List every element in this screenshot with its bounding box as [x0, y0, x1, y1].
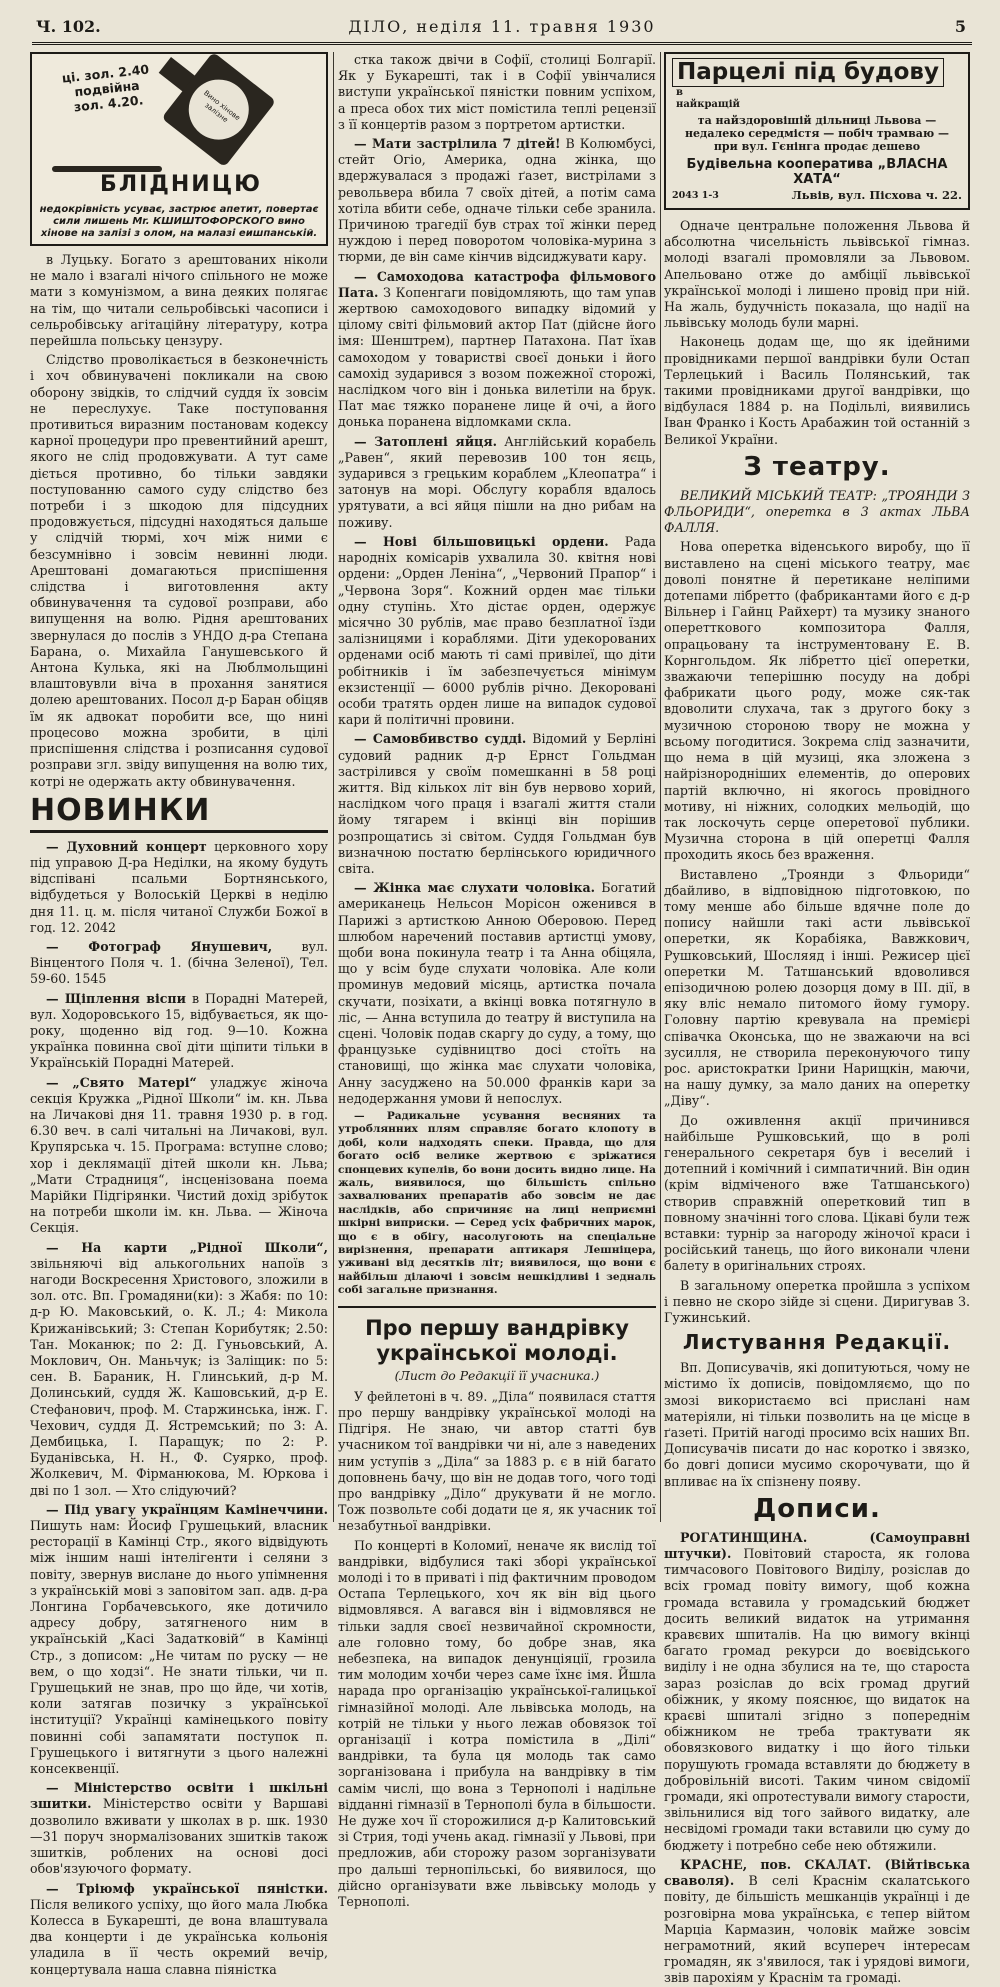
article-title: Про першу вандрівку української молоді. [365, 1315, 629, 1365]
article-text: Виставлено „Троянди з Фльориди“ дбайливо, в відповідною підготовкою, по тому менше або більше вдячне поле до попису найшли такі асти львівської оперетки, як Корабіяка, Вавжкович, Рушковський, Шосляяд і інші. Режисер цієї оперетки М. Татшанський вдоволився епізодичною ролею дозорця дому в III. дії, в яку вліс немало питомого йому гумору. Головну партію кревувала на премієрі співачка Оконська, що не зважаючи на всі зусилля, не створила переконуючого типу рос. аристократки Ірини Нарищкін, маючи, на нашу думку, за мало даних на оперетку „Діву“. [664, 866, 970, 1109]
divider [338, 1306, 656, 1308]
news-item: — Нові більшовицькі ордени. Рада народніх комісарів ухвалила 30. квітня нові ордени: „Орден Леніна“, „Червоний Прапор“ і „Червона Зоря“. Кожний орден має тільки одну ступінь. Хто дістає орден, одержує місячно 30 рублів, має право безплатної їзди залізницями і кораблями. Діти удекорованих орденами осіб мають ті самі привілеї, що діти робітників і їм забезпечується мінімум екзистенції — 6000 рублів річно. Декоровані особи тратять орден лише на випадок судової кари й політичні провини. [338, 533, 656, 728]
column-3 [664, 52, 971, 1986]
page-number: 5 [954, 17, 966, 36]
news-item: — Під увагу українцям Камінеччини. Пишуть нам: Йосиф Грушецький, власник ресторації в Камінці Стр., якого відвідують між іншим наші інтелігенти і селяни з повіту, звернув вислане до нього упімнення з українській мові з заповітом зап. адв. д-ра Лонгина Горбачевського, яке дотичило адресу добру, затягненого ним в українській „Касі Задатковій“ в Камінці Стр., з дописом: „Не читам по руску — не вем, о що ходзі“. Не знати тільки, чи п. Грушецький не знав, про що йде, чи хотів, коли затягав позичку з української інституції? Українці камінецького повіту повинні собі запамятати поступок п. Грушецького і витягнути з цього належні консеквенції. [30, 1501, 328, 1777]
parcels-ad [664, 52, 970, 210]
news-item: — „Свято Матері“ уладжує жіноча секція Кружка „Рідної Школи“ ім. кн. Льва на Личакові дня 11. травня 1930 р. в год. 6.30 веч. в салі читальні на Личакові, вул. Крупярська ч. 15. Програма: вступне слово; хор і деклямації дітей школи кн. Льва; „Мати Страдниця“, інсценізована поема Марійки Підгірянки. Чистий дохід зрібуток на потреби школи ім. кн. Льва. — Жіноча Секція. [30, 1074, 328, 1236]
section-heading-news: НОВИНКИ [30, 794, 328, 833]
section-heading-letters: Листування Редакції. [682, 1330, 952, 1355]
ad-side-text: в найкращій [676, 87, 740, 110]
article-text: Вп. Дописувачів, які допитуються, чому не містимо їх дописів, повідомляємо, що по змозі використаємо всі прислані нам матеріяли, ні тільки позволить на це місце в ґазеті. Притій нагоді просимо всіх наших Вп. Дописувачів писати до нас коротко і звязко, бо довгі дописи мусимо скорочувати, що й впливає на їх спізнену появу. [664, 1360, 970, 1489]
ad-text: та найздоровішій дільниці Львова — недалеко середмістя — побіч трамваю — при вул. Гєнінга продає дешево [685, 114, 949, 153]
column-1 [30, 52, 328, 1977]
news-item: — Жінка має слухати чоловіка. Богатий американець Нельсон Морісон оженився в Парижі з артисткою Анною Оберовою. Перед шлюбом наречений поставив артистці умову, щоби вона покинула театр і та Анна обіцяла, що у всім буде слухати чоловіка. Але коли проминув медовий місяць, артистка почала скучати, позіхати, а вкінці вовка потягнуло в ліс, — Анна вступила до театру й виступила на сцені. Чоловік подав скаргу до суду, а тому, що французьке судівництво досі стоїть на становищі, що жінка має слухати чоловіка, Анну засуджено на 50.000 франків кари за недодержання умови й непослух. [338, 880, 656, 1106]
article-text: Слідство проволікається в безконечність і хоч обвинувачені покликали на свою оборону звідків, то слідчий суддя їх зовсім не переслухує. Таке поступовання противиться виразним постановам кодексу карної процедури про превентийний арешт, якого не слід продовжувати. А тут саме діється противно, бо тільки завдяки поступованню самого суду слідство без потреби і з шкодою для підсудних продовжується, підсудні находяться дальше у слідчій тюрмі, хоч між ними є безсумнівно і зовсім невинні люди. Арештовані домагаються приспішення слідства і виготовлення акту обвинувачення та судової розправи, або випущення на волю. Рідня арештованих звернулася до послів з УНДО д-ра Степана Барана, о. Михайла Ганушевського й Антона Кулька, які на Люблмольщині влаштовувли віча в прохання занятися долею арештованих. Посол д-р Баран обіцяв їм як адвокат поробити все, що нині процесово можна зробити, в цілі приспішення слідства і розписання судової розправи згл. звіду випущення на волю тих, котрі не одержать акту обвинувачення. [30, 352, 328, 789]
article-subtitle: (Лист до Редакції її учасника.) [394, 1367, 600, 1383]
news-item: — Духовний концерт церковного хору під управою Д-ра Неділки, на якому будуть відспівані псальми Бортнянського, відбудеться у Волоській Церкві в неділю дня 11. ц. м. після читаної Служби Божої в год. 12. 2042 [30, 838, 328, 935]
ad-tagline: недокрівність усуває, застрює апетит, повертає сили лишень Мr. КШИШТОФОРСКОГО вино хінове на залізі з олом, на малазі еишпанській. [39, 204, 319, 239]
report-item: РОГАТИНЩИНА. (Самоуправні штучки). Повітовий староста, як голова тимчасового Повітового Виділу, розіслав до всіх громад повіту вимогу, щоб кожна громада вставила у громадський бюджет досить великий видаток на утримання кравєвих шпиталів. На цю вимогу вкінці багато громад рекурси до воєвідського виділу і не одна збулися на те, що староста зараз розіслав до всіх громад другий обіжник, у якому пояснює, що видаток на краєві шпиталі згідно з попереднім обіжником не треба трактувати як обовязкового видатку і що його тільки порушують громада вставляти до бюджету в добровільній висоті. Таким чином свідомії громади, які опротестували вимогу старости, звільнилися від того зайвого видатку, але несвідомі громади таки вставили цю суму до бюджету і потребно себе нею обтяжили. [664, 1529, 970, 1853]
article-text: Нова оперетка віденського виробу, що її виставлено на сцені міського театру, має доволі понятне й перетикане неліпими дотепами лібретто (фабрикантами його є д-р Вільнер і Гайнц Райхерт) та музику знаного оперетткового композитора Фалля, опрацьовану та інструментовану Е. В. Корнгольдом. Як лібретто цієї оперетки, зважаючи теперішню посуду на добрі фабрикати цього роду, може сяк-так вдоволити слухача, так з другого боку з музичною стороною твору не можна у всьому погодитися. Зокрема слід зазначити, що нема в цій музиці, яка зложена з найрізнородніших елементів, до оперових партій включно, ні якогось провідного мотиву, ні ніжних, солодких мельодій, що так лоскочуть серце оперетової публики. Музична сторона в цій оперетці Фалля проходить якось без враження. [664, 539, 970, 863]
article-text: стка також двічи в Софії, столиці Болгарії. Як у Букарешті, так і в Софії увінчалися виступи української пяністки повним успіхом, а преса обох тих міст помістила теплі рецензії з її концертів разом з портретом артистки. [338, 52, 656, 132]
news-item: — Фотограф Янушевич, вул. Вінцентого Поля ч. 1. (бічна Зеленої), Тел. 59-60. 1545 [30, 938, 328, 987]
ad-cooperative: Будівельна кооператива „ВЛАСНА ХАТА“ [686, 157, 948, 187]
column-rule-right [660, 52, 661, 1522]
ad-address: Львів, вул. Пісхова ч. 22. [791, 188, 962, 202]
news-item: — Самоходова катастрофа фільмового Пата. З Копенгаги повідомляють, що там упав жертвою самоходового випадку відомий у цілому світі фільмовий актор Пат (дійсне його імя: Шенштрем), партнер Патахона. Пат їхав самоходом у товаристві своєї доньки і його самохід зударився з возом пожежної сторожі, наслідком чого він і донька вилетіли на брук. Пат має тяжко поранене лице й очі, а його донька поранена відломками скла. [338, 268, 656, 430]
article-text: В загальному оперетка пройшла з успіхом і певно не скоро зійде зі сцени. Диригував З. Гужинський. [664, 1277, 970, 1325]
news-item: — Затоплені яйця. Англійський корабель „Равен“, який перевозив 100 тон яєць, зударився з грецьким кораблем „Клеопатра“ і затонув на морі. Обслугу корабля вдалось урятувати, а всі яйця пішли на дно рибам на поживу. [338, 433, 656, 530]
article-text: Наконець додам ще, що як ідейними провідниками першої вандрівки були Остап Терлецький і Василь Полянський, так такими провідниками другої вандрівки, що відбулася 1884 р. на Подільлі, виявились Іван Франко і Кость Арабажин той останній з Великої України. [664, 334, 970, 447]
news-item: — Щіплення віспи в Порадні Матерей, вул. Ходоровського 15, відбувається, як що-року, щоденно від год. 9—10. Кожна українка повинна свої діти щіпити тільки в Українській Порадні Матерей. [30, 990, 328, 1071]
news-item: — Самовбивство судді. Відомий у Берліні судовий радник д-р Ернст Гольдман застрілився у своїм помешканні в 58 році життя. Від кількох літ він був нервово хорий, наслідком чого праця і взагалі життя стали йому тягарем і вкінці він порішив розпрощатись зі світом. Суддя Гольдман був визначною постатю берлінського юридичного світа. [338, 731, 656, 876]
ad-code: 2043 1-3 [672, 190, 719, 201]
article-text: Одначе центральне положення Львова й абсолютна чисельність львівської гімназ. молоді взагалі промовляли за Львовом. Апельовано отже до амбіції львівської української молоді і лишено провід при ній. На жаль, будучність показала, що надії на львівську молодь були марні. [664, 218, 970, 331]
article-text: У фейлетоні в ч. 89. „Діла“ появилася стаття про першу вандрівку української молоді на Підгіря. Не знаю, чи автор статті був учасником тої вандрівки чи ні, але з наведених ним уступів з „Діла“ за 1883 р. є в ній багато доповнень бачу, що він не додав того, чого тоді про вандрівку „Діло“ друкувати й не могло. Тож позвольте собі додати це я, як учасник тої незабутньої вандрівки. [338, 1388, 656, 1534]
issue-number: Ч. 102. [36, 17, 101, 36]
column-rule-left [333, 52, 334, 1522]
article-text: в Луцьку. Богато з арештованих ніколи не мало і взагалі нічого спільного не може мати з комунізмом, а вина деяких полягає на тім, що читали сельробівські часописи і сельробівську агітаційну літературу, котра перейшла польську цензуру. [30, 252, 328, 349]
pharmacy-ad [30, 52, 328, 246]
news-item: — На карти „Рідної Школи“, звільняючі від алькогольних напоїв з нагоди Воскресення Христового, зложили в зол. отс. Вп. Громадяни(ки): з Жабя: по 10: д-р Ю. Маковський, о. К. Л.; 4: Микола Крижанівський; 3: Степан Корибутяк; 2.50: Тан. Моканюк; по 2: Д. Гуньовський, А. Моклович, Он. Маньчук; із Заліщик: по 5: сен. В. Бараник, Н. Глинський, д-р М. Долинський, суддя Ж. Кашовський, д-р Е. Стефанович, проф. М. Старжинська, інж. Г. Чехович, суддя Д. Ястремський; по 3: А. Дембицька, І. Паращук; по 2: Р. Буданівська, Н. Н., Ф. Суярко, проф. Жолкевич, М. Фірманюкова, М. Юркова і дві по 1 зол. — Хто слідуючий? [30, 1239, 328, 1498]
ad-price: ці. зол. 2.40 подвійна зол. 4.20. [61, 61, 150, 115]
theatre-lead: ВЕЛИКИЙ МІСЬКИЙ ТЕАТР: „ТРОЯНДИ З ФЛЬОРИДИ“, оперетка в 3 актах ЛЬВА ФАЛЛЯ. [664, 487, 970, 536]
bottle-label: Вино хінове залізне [177, 67, 261, 151]
ad-headline: Парцелі під будову [672, 58, 944, 87]
ad-brand: БЛІДНИЦЮ [100, 172, 262, 197]
news-item: — Тріюмф української пяністки. Після великого успіху, що його мала Любка Колесса в Букарешті, де вона влаштувала два концерти і де українська кольонія уладила в її честь окремий вечір, концертувала наша славна піяністка [30, 1880, 328, 1977]
news-item: — Міністерство освіти і шкільні зшитки. Міністерство освіти у Варшаві дозволило вживати у школах в р. шк. 1930—31 поруч знормалізованих зшитків також зшитків, роблених на основі досі обов'язуючого формату. [30, 1780, 328, 1877]
advertorial-text: — Радикальне усування весняних та утроблянних плям справляє богато клопоту в добі, коли надходять спеки. Правда, що для богато осіб велике жертвою є зріжатися спонцевих купелів, бо вони досить видно лице. На жаль, виявилося, що більшість спільно захвалюваних препаратів або зовсім не дає наслідків, або спричиняє на лиці неприємні шкірні виприски. — Серед усіх фабричних марок, що є в обігу, насолугоють на спеціальне вирізнення, препарати аптикаря Лешніцера, уживані від десятків літ; виявилося, що вони є найбільш ділаючі і зовсім нешкідливі і зедналь собі загальне признання. [338, 1110, 656, 1297]
report-item: КРАСНЕ, пов. СКАЛАТ. (Війтівська сваволя). В селі Краснім скалатського повіту, де більшість мешканців українці і де розговірна мова українська, є тепер війтом Марціа Кармазин, чоловік майже зовсім неграмотний, який всупереч інтересам громадян, як з'явилося, так і урядові вимоги, звів парохіям у Краснім та громаді. [664, 1856, 970, 1986]
section-heading-theatre: З театру. [743, 451, 891, 482]
bottle-icon [142, 32, 298, 185]
column-2 [338, 52, 657, 1909]
masthead-date: ДІЛО, неділя 11. травня 1930 [348, 17, 656, 36]
section-heading-reports: Дописи. [753, 1493, 881, 1524]
article-text: По концерті в Коломиї, неначе як вислід тої вандрівки, відбулися такі зборі української молоді і то в приваті і під фактичним проводом Остапа Терлецького, хоч як він від цього відмовлявся. А вагався він і відмовлявся не тільки задля своєї незвичайної скромности, але головно тому, бо добре знав, яка небезпека, на випадок денунціяції, грозила тим молодим хочби через саме їхнє імя. Йшла нарада про організацію української-галицької гімназійної молоді. Але львівська молодь, на котрій не тільки у нього лежав обовязок тої організації і котра помістила в „Ділі“ вандрівки, та була ця молодь так само зорганізована і прибула на вандрівку в тім самім числі, що вона з Тернополі і надільне відданні гімназії в Тернополі була в більшости. Не дуже хоч її сторожилися д-р Калитовський зі Стрия, тоді учень акад. гімназії у Львові, при предложив, аби сторожу разом зорганізувати про дальші тернопільські, бо виявилося, що дійсно організувати вже львівську молодь у Тернополі. [338, 1537, 657, 1909]
news-item: — Мати застрілила 7 дітей! В Колюмбусі, стейт Огіо, Америка, одна жінка, що вдержувалася з продажі ґазет, вистрілами з револьвера вбила 7 своїх дітей, а потім сама хотіла вбити себе, одначе тільки себе зранила. Причиною трагедії був страх тої жінки перед нуждою і перед поворотом чоловіка-мурина з тюрми, де він саме кінчив відсиджувати кару. [338, 136, 656, 265]
article-text: До оживлення акції причинився найбільше Рушковський, що в ролі генерального секретаря був і веселий і дотепний і комічний і симпатичний. Він один (крім відміченого вже Татшанського) створив справжній оперетковий тип в повному значінні того слова. Цікаві були теж вставки: турнір за нагороду жіночої краси і російський танець, що його виконали члени балету в оригінальних строях. [664, 1112, 971, 1274]
page-header [32, 16, 972, 45]
